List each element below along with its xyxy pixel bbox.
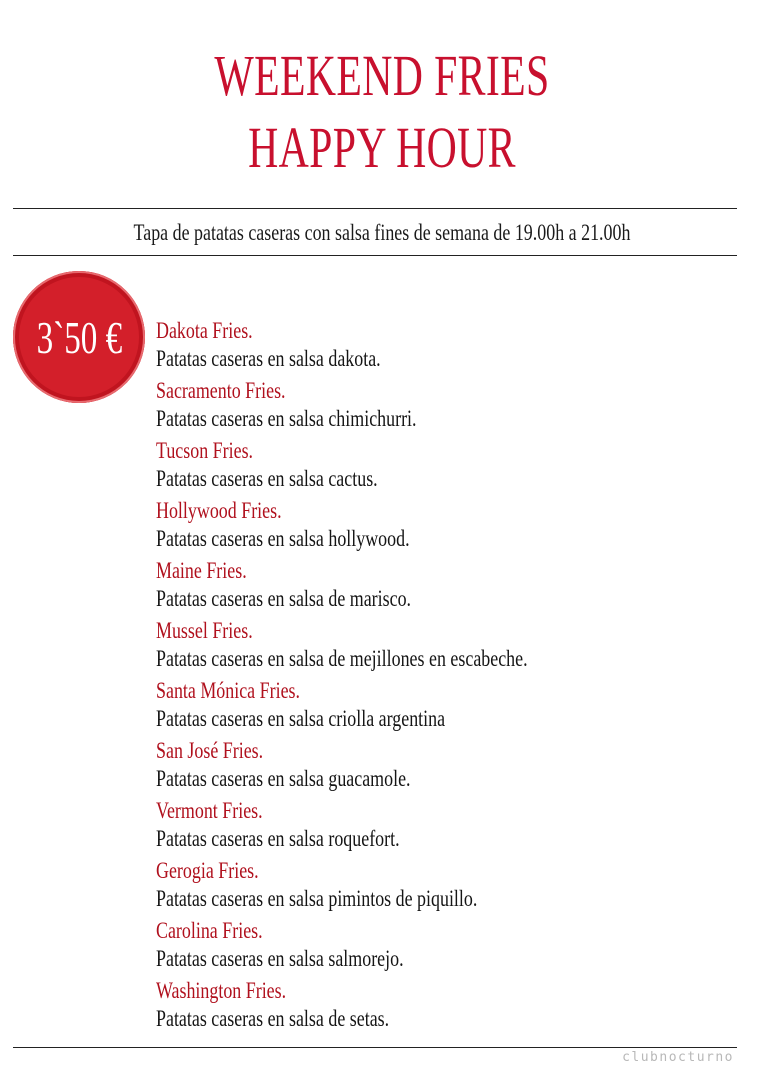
menu-item-description: Patatas caseras en salsa de marisco. — [156, 586, 412, 611]
menu-item-name: Maine Fries. — [156, 558, 247, 583]
menu-list — [156, 317, 716, 1037]
menu-item-description: Patatas caseras en salsa salmorejo. — [156, 946, 404, 971]
top-divider — [13, 208, 737, 209]
page-title: WEEKEND FRIES — [214, 43, 550, 108]
menu-item-name: Washington Fries. — [156, 978, 287, 1003]
menu-item — [156, 797, 716, 857]
menu-item-name: Gerogia Fries. — [156, 858, 259, 883]
menu-item — [156, 917, 716, 977]
menu-item — [156, 377, 716, 437]
menu-item-name: Mussel Fries. — [156, 618, 253, 643]
menu-item-description: Patatas caseras en salsa criolla argentina — [156, 706, 446, 731]
menu-item — [156, 497, 716, 557]
menu-item — [156, 557, 716, 617]
price-label: 3`50 € — [36, 311, 122, 363]
menu-item-description: Patatas caseras en salsa hollywood. — [156, 526, 410, 551]
watermark: clubnocturno — [622, 1050, 734, 1065]
menu-item — [156, 317, 716, 377]
bottom-divider — [13, 1047, 737, 1048]
menu-item-description: Patatas caseras en salsa guacamole. — [156, 766, 411, 791]
menu-item-name: San José Fries. — [156, 738, 264, 763]
menu-item — [156, 677, 716, 737]
menu-item — [156, 737, 716, 797]
menu-item — [156, 617, 716, 677]
menu-item-description: Patatas caseras en salsa chimichurri. — [156, 406, 417, 431]
menu-item-name: Carolina Fries. — [156, 918, 263, 943]
menu-item-name: Sacramento Fries. — [156, 378, 286, 403]
page-subtitle-heading: HAPPY HOUR — [248, 115, 516, 180]
schedule-description: Tapa de patatas caseras con salsa fines de semana de 19.00h a 21.00h — [133, 220, 631, 245]
menu-item — [156, 857, 716, 917]
menu-item-name: Tucson Fries. — [156, 438, 254, 463]
menu-item-description: Patatas caseras en salsa de setas. — [156, 1006, 390, 1031]
subtitle-divider — [13, 255, 737, 256]
menu-item — [156, 977, 716, 1037]
menu-item — [156, 437, 716, 497]
menu-item-description: Patatas caseras en salsa roquefort. — [156, 826, 400, 851]
menu-item-description: Patatas caseras en salsa de mejillones en escabeche. — [156, 646, 528, 671]
menu-item-description: Patatas caseras en salsa cactus. — [156, 466, 378, 491]
menu-item-name: Dakota Fries. — [156, 318, 253, 343]
menu-item-name: Santa Mónica Fries. — [156, 678, 300, 703]
menu-item-name: Hollywood Fries. — [156, 498, 282, 523]
price-badge — [13, 271, 145, 403]
menu-item-description: Patatas caseras en salsa dakota. — [156, 346, 381, 371]
menu-item-description: Patatas caseras en salsa pimintos de piquillo. — [156, 886, 478, 911]
menu-item-name: Vermont Fries. — [156, 798, 263, 823]
